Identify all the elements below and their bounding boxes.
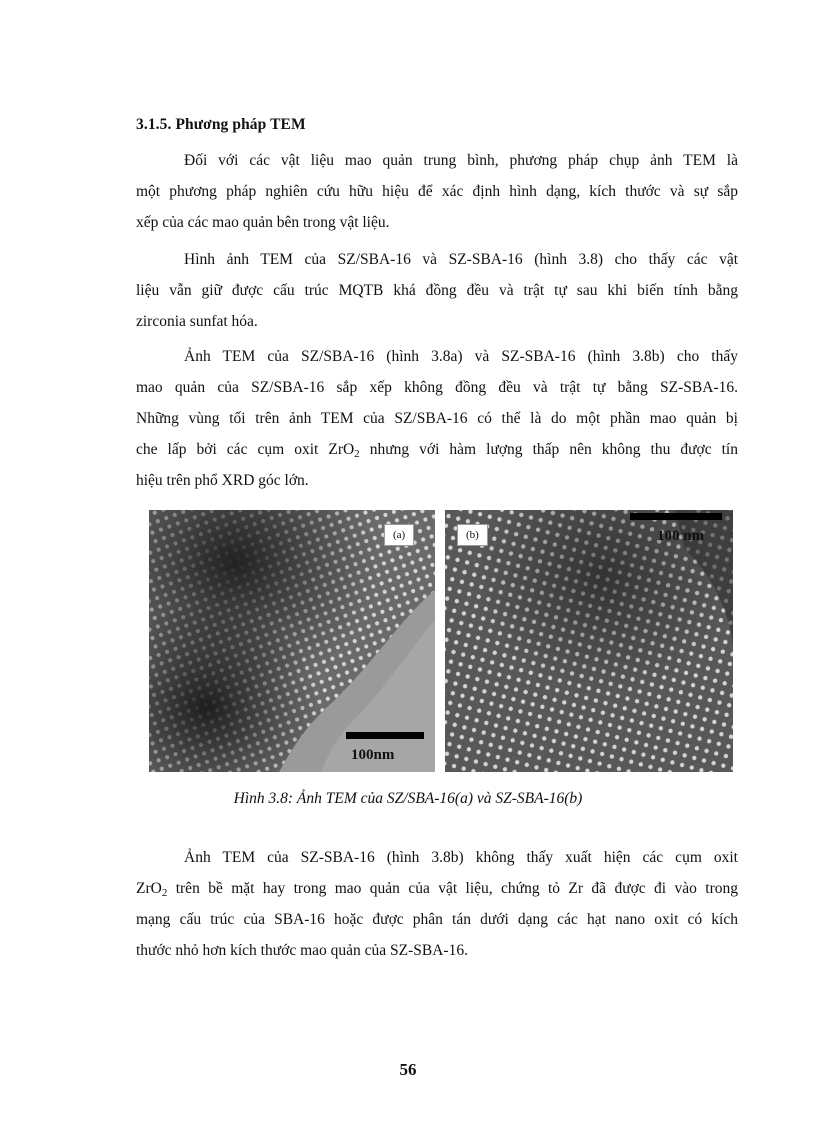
subscript: 2 (354, 448, 360, 460)
paragraph-line (136, 873, 738, 904)
subscript: 2 (161, 887, 168, 899)
paragraph-line: Ảnh TEM của SZ/SBA-16 (hình 3.8a) và SZ-SBA-16 (hình 3.8b) cho thấy (184, 348, 738, 365)
paragraph-line: thước nhỏ hơn kích thước mao quản của SZ-SBA-16. (136, 942, 468, 959)
paragraph-line: liệu vẫn giữ được cấu trúc MQTB khá đồng đều và trật tự sau khi biến tính bằng (136, 282, 738, 299)
paragraph-line: xếp của các mao quản bên trong vật liệu. (136, 214, 390, 231)
page-number: 56 (399, 1060, 417, 1079)
text-run: nhưng với hàm lượng thấp nên không thu được tín (359, 441, 738, 458)
paragraph-line: zirconia sunfat hóa. (136, 313, 258, 330)
paragraph-line (136, 434, 738, 465)
scale-bar-b (630, 513, 722, 520)
text-run: ZrO (136, 880, 162, 897)
tem-image-a (149, 510, 435, 772)
tem-image-b (445, 510, 733, 772)
paragraph-line: Ảnh TEM của SZ-SBA-16 (hình 3.8b) không thấy xuất hiện các cụm oxit (184, 849, 738, 866)
panel-label-b: (b) (457, 524, 488, 546)
paragraph-line: hiệu trên phổ XRD góc lớn. (136, 472, 309, 489)
paragraph-line: Hình ảnh TEM của SZ/SBA-16 và SZ-SBA-16 (hình 3.8) cho thấy các vật (184, 251, 738, 268)
text-run: trên bề mặt hay trong mao quản của vật liệu, chứng tỏ Zr đã được đi vào trong (167, 880, 738, 897)
paragraph-line: Đối với các vật liệu mao quản trung bình, phương pháp chụp ảnh TEM là (184, 152, 738, 169)
scale-label-b: 100 nm (657, 528, 705, 544)
tem-texture-b (445, 510, 733, 772)
paragraph-line: mạng cấu trúc của SBA-16 hoặc được phân tán dưới dạng các hạt nano oxit có kích (136, 911, 738, 928)
paragraph-4 (136, 842, 738, 966)
paragraph-2 (136, 244, 738, 337)
paragraph-3 (136, 341, 738, 496)
paragraph-1 (136, 145, 738, 238)
text-run: che lấp bởi các cụm oxit ZrO (136, 441, 355, 458)
panel-label-a: (a) (384, 524, 414, 546)
paragraph-line: mao quản của SZ/SBA-16 sắp xếp không đồng đều và trật tự bằng SZ-SBA-16. (136, 379, 738, 396)
paragraph-line: một phương pháp nghiên cứu hữu hiệu để xác định hình dạng, kích thước và sự sắp (136, 183, 738, 200)
paragraph-line: Những vùng tối trên ảnh TEM của SZ/SBA-16 có thể là do một phần mao quản bị (136, 410, 738, 427)
section-heading: 3.1.5. Phương pháp TEM (136, 116, 306, 133)
figure-caption: Hình 3.8: Ảnh TEM của SZ/SBA-16(a) và SZ-SBA-16(b) (233, 790, 583, 807)
scale-bar-a (346, 732, 424, 739)
scale-label-a: 100nm (351, 747, 395, 763)
